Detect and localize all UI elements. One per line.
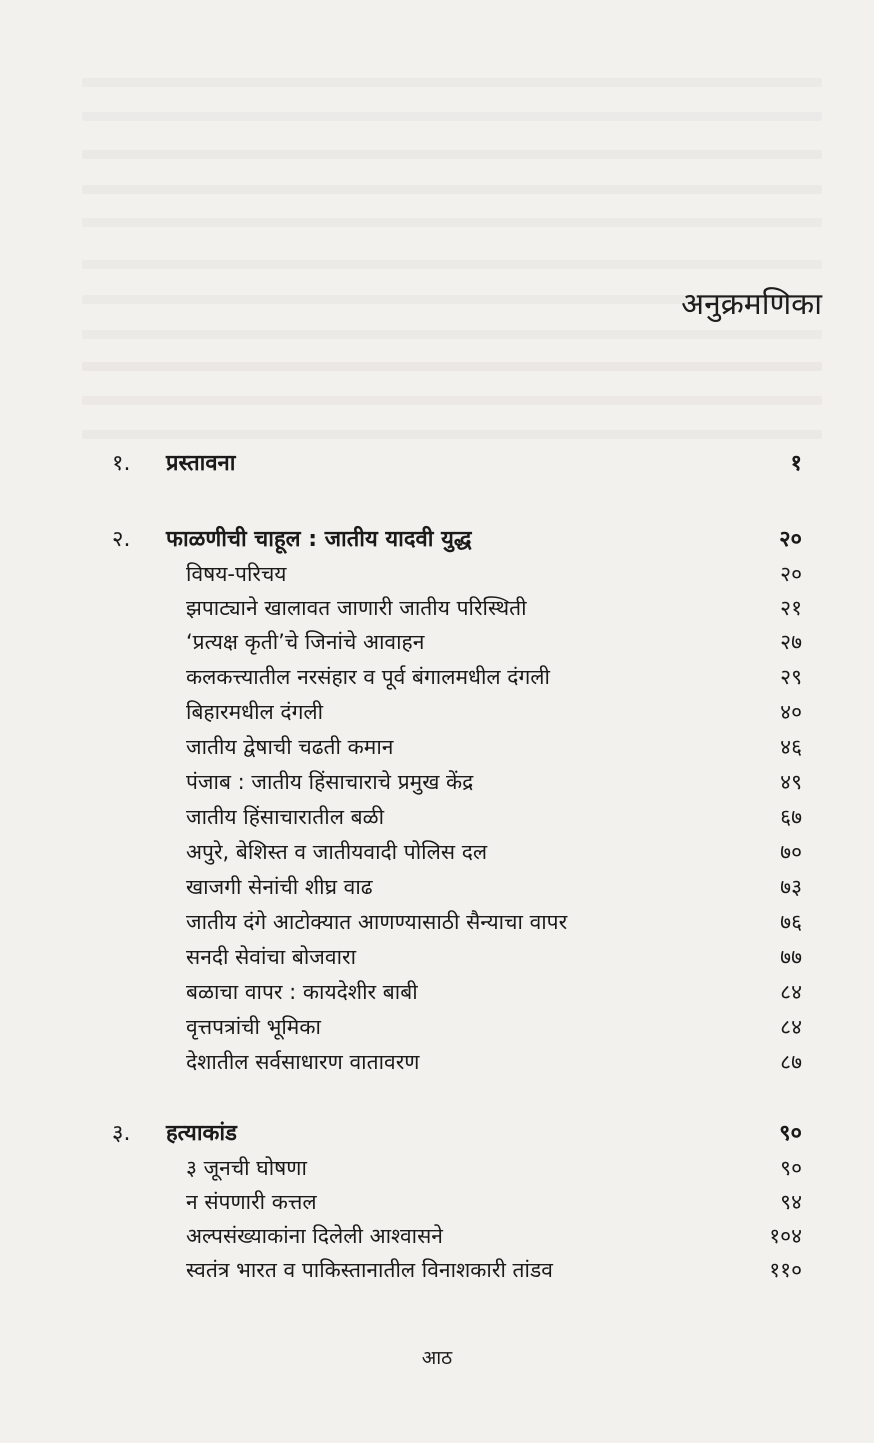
bleed-through-line — [82, 330, 822, 339]
section-title: ‘प्रत्यक्ष कृती’चे जिनांचे आवाहन — [186, 630, 425, 654]
section-title: वृत्तपत्रांची भूमिका — [186, 1015, 321, 1039]
bleed-through-line — [82, 78, 822, 87]
page-number: ७७ — [780, 945, 802, 969]
page-number: १ — [790, 451, 802, 476]
section-title: जातीय दंगे आटोक्यात आणण्यासाठी सैन्याचा वापर — [186, 910, 568, 934]
section-title: पंजाब : जातीय हिंसाचाराचे प्रमुख केंद्र — [186, 770, 474, 794]
chapter-number: १. — [112, 451, 131, 476]
toc-section-row — [0, 801, 874, 833]
toc-section-row — [0, 696, 874, 728]
page-number: ९० — [779, 1121, 802, 1146]
toc-section-row — [0, 1254, 874, 1286]
section-title: न संपणारी कत्तल — [186, 1190, 317, 1214]
chapter-title: प्रस्तावना — [166, 451, 236, 476]
chapter-number: २. — [112, 527, 131, 552]
bleed-through-line — [82, 396, 822, 405]
section-title: बळाचा वापर : कायदेशीर बाबी — [186, 980, 418, 1004]
toc-section-row — [0, 836, 874, 868]
section-title: जातीय द्वेषाची चढती कमान — [186, 735, 394, 759]
toc-section-row — [0, 941, 874, 973]
toc-section-row — [0, 976, 874, 1008]
page-number: २१ — [780, 596, 802, 620]
chapter-title: हत्याकांड — [166, 1121, 237, 1146]
page-number: २९ — [780, 665, 802, 689]
toc-section-row — [0, 766, 874, 798]
page-footer-number: आठ — [421, 1347, 453, 1369]
bleed-through-line — [82, 362, 822, 371]
page-number: ८७ — [780, 1050, 802, 1074]
toc-section-row — [0, 558, 874, 590]
toc-section-row — [0, 731, 874, 763]
section-title: खाजगी सेनांची शीघ्र वाढ — [186, 875, 373, 899]
toc-section-row — [0, 626, 874, 658]
toc-section-row — [0, 661, 874, 693]
bleed-through-line — [82, 430, 822, 439]
bleed-through-line — [82, 260, 822, 269]
toc-section-row — [0, 1046, 874, 1078]
toc-section-row — [0, 871, 874, 903]
section-title: कलकत्त्यातील नरसंहार व पूर्व बंगालमधील दंगली — [186, 665, 550, 689]
page-number: ९४ — [780, 1190, 802, 1214]
toc-section-row — [0, 1011, 874, 1043]
page-number: ७३ — [780, 875, 802, 899]
page-number: १०४ — [769, 1224, 802, 1248]
page-number: ७६ — [780, 910, 802, 934]
toc-chapter-row — [0, 1118, 874, 1150]
section-title: जातीय हिंसाचारातील बळी — [186, 805, 385, 829]
section-title: अल्पसंख्याकांना दिलेली आश्वासने — [186, 1224, 443, 1248]
chapter-number: ३. — [112, 1121, 131, 1146]
page-number: ८४ — [780, 980, 802, 1004]
page-number: २० — [780, 562, 802, 586]
page-number: ६७ — [780, 805, 802, 829]
page-number: ४६ — [780, 735, 802, 759]
section-title: बिहारमधील दंगली — [186, 700, 324, 724]
section-title: विषय-परिचय — [186, 562, 287, 586]
page-number: ९० — [780, 1156, 802, 1180]
toc-chapter-row — [0, 524, 874, 556]
page-number: ७० — [780, 840, 802, 864]
toc-section-row — [0, 906, 874, 938]
bleed-through-line — [82, 112, 822, 121]
toc-chapter-row — [0, 448, 874, 480]
section-title: झपाट्याने खालावत जाणारी जातीय परिस्थिती — [186, 596, 527, 620]
toc-section-row — [0, 592, 874, 624]
toc-section-row — [0, 1220, 874, 1252]
page-number: ४९ — [780, 770, 802, 794]
section-title: देशातील सर्वसाधारण वातावरण — [186, 1050, 420, 1074]
toc-section-row — [0, 1186, 874, 1218]
chapter-title: फाळणीची चाहूल : जातीय यादवी युद्ध — [166, 527, 472, 552]
section-title: ३ जूनची घोषणा — [186, 1156, 307, 1180]
section-title: स्वतंत्र भारत व पाकिस्तानातील विनाशकारी तांडव — [186, 1258, 553, 1282]
toc-heading: अनुक्रमणिका — [681, 287, 822, 322]
section-title: अपुरे, बेशिस्त व जातीयवादी पोलिस दल — [186, 840, 488, 864]
page-number: ४० — [780, 700, 802, 724]
toc-section-row — [0, 1152, 874, 1184]
bleed-through-line — [82, 218, 822, 227]
page-number: ११० — [769, 1258, 802, 1282]
section-title: सनदी सेवांचा बोजवारा — [186, 945, 357, 969]
bleed-through-line — [82, 185, 822, 194]
page-number: २० — [779, 527, 802, 552]
page-number: ८४ — [780, 1015, 802, 1039]
page-number: २७ — [780, 630, 802, 654]
bleed-through-line — [82, 150, 822, 159]
